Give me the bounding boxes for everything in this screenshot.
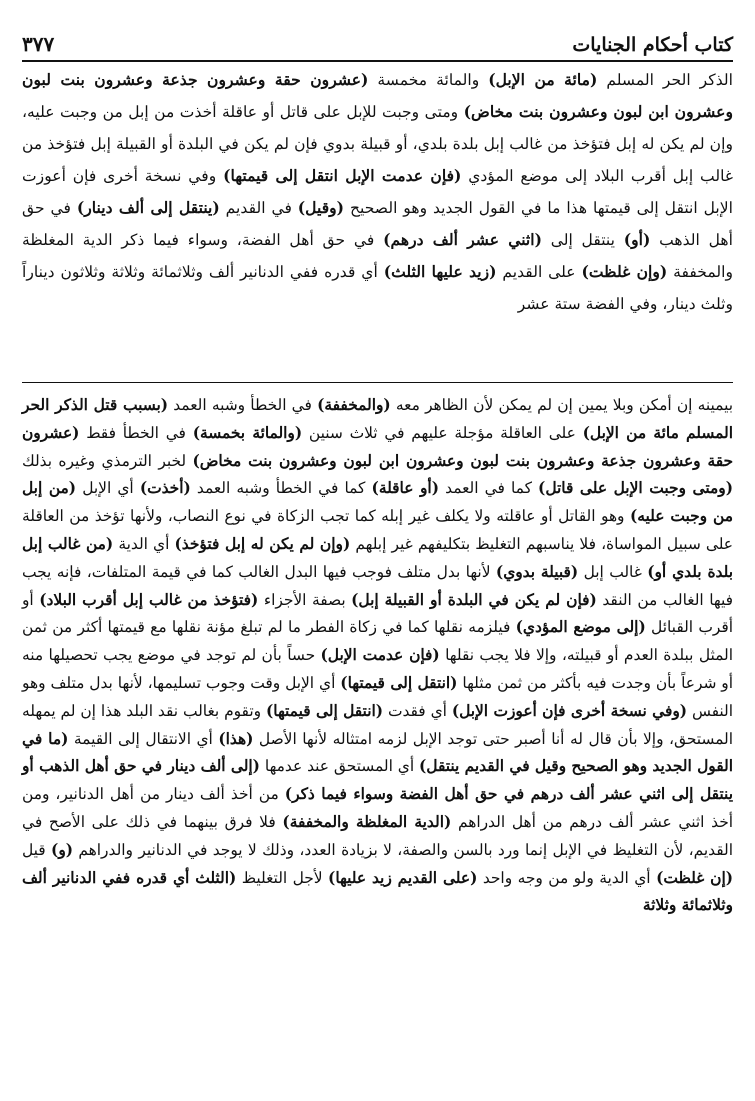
text-run: ينتقل إلى bbox=[541, 231, 624, 249]
text-run: كما في الخطأ وشبه العمد bbox=[190, 479, 372, 498]
bold-matn-phrase: (إلى ألف دينار في حق أهل الذهب أو ينتقل إلى اثني عشر ألف درهم في حق أهل الفضة وسواء فيما ذكر) bbox=[22, 757, 733, 804]
bold-matn-phrase: (إلى موضع المؤدي) bbox=[515, 618, 646, 637]
bold-matn-phrase: (ومتى وجبت الإبل على قاتل) bbox=[538, 479, 733, 498]
text-run: الذكر الحر المسلم bbox=[597, 71, 733, 89]
text-run: بيمينه إن أمكن وبلا يمين إن لم يمكن لأن الظاهر معه bbox=[390, 396, 734, 414]
bold-matn-phrase: (فتؤخذ من غالب إبل أقرب البلاد) bbox=[39, 590, 259, 609]
text-run: في القديم bbox=[219, 199, 298, 217]
footnote-divider bbox=[22, 382, 733, 383]
page-number: ٣٧٧ bbox=[22, 32, 55, 56]
bold-matn-phrase: (فإن عدمت الإبل انتقل إلى قيمتها) bbox=[223, 166, 462, 185]
bold-matn-phrase: (الثلث أي قدره ففي الدنانير ألف وثلاثمائة وثلاثة bbox=[22, 868, 733, 915]
text-run: في حق أهل الفضة، وسواء فيما ذكر الدية المغلظة والمخففة bbox=[22, 231, 733, 281]
text-run: لأنها بدل متلف فوجب فيها البدل الغالب كما في قيمة المتلفات، فإنه يجب فيها الغالب من النقد bbox=[22, 562, 734, 609]
text-run: فيلزمه نقلها كما في زكاة الفطر ما لم تبلغ مؤنة نقلها مع قيمتها أكثر من ثمن المثل ببلدة العدم أو قبيلته، وإلا فلا يجب نقلها bbox=[22, 618, 733, 665]
bold-matn-phrase: (وإن لم يكن له إبل فتؤخذ) bbox=[174, 534, 351, 553]
bold-matn-phrase: (فإن لم يكن في البلدة أو القبيلة إبل) bbox=[351, 590, 597, 609]
bold-matn-phrase: (والمخففة) bbox=[317, 396, 391, 414]
bold-matn-phrase: (ما في القول الجديد وهو الصحيح وقيل في القديم ينتقل) bbox=[22, 729, 734, 776]
text-run: لأجل التغليظ bbox=[236, 868, 329, 887]
text-run: أي الانتقال إلى القيمة bbox=[68, 729, 219, 748]
text-run: وفي نسخة أخرى فإن أعوزت الإبل انتقل إلى قيمتها هذا ما في القول الجديد وهو الصحيح bbox=[22, 167, 734, 217]
bold-matn-phrase: (مائة من الإبل) bbox=[488, 70, 598, 89]
bold-matn-phrase: (إن غلظت) bbox=[656, 868, 734, 887]
text-run: أي الإبل وقت وجوب تسليمها، لأنها بدل متلف وهو النفس bbox=[22, 673, 733, 720]
text-run: بصفة الأجزاء bbox=[258, 590, 352, 609]
bold-matn-phrase: (أخذت) bbox=[139, 479, 191, 498]
text-run: أي قدره ففي الدنانير ألف وثلاثمائة وثلاثة وثلاثون ديناراً وثلث دينار، وفي الفضة ستة عشر bbox=[22, 263, 733, 313]
bold-matn-phrase: (وفي نسخة أخرى فإن أعوزت الإبل) bbox=[451, 701, 688, 720]
text-run: في حق أهل الذهب bbox=[22, 199, 733, 249]
bold-matn-phrase: (وقيل) bbox=[297, 198, 345, 217]
text-run: كما في العمد bbox=[439, 479, 539, 498]
bold-matn-phrase: (وإن غلظت) bbox=[581, 262, 668, 281]
bold-matn-phrase: (زيد عليها الثلث) bbox=[383, 262, 497, 281]
text-run: وهو القاتل أو عاقلته ولا يكلف غير إبله كما تجب الزكاة في نوع النصاب، ولأنها تؤخذ من العاقلة على سبيل المواساة، فلا يناسبهم التغليظ بتكليفهم غير إبلهم bbox=[22, 507, 733, 553]
text-run: والمائة مخمسة bbox=[368, 71, 489, 89]
bold-matn-phrase: (والمائة بخمسة) bbox=[192, 423, 303, 442]
text-run: أي الدية ولو من وجه واحد bbox=[477, 868, 657, 887]
text-run: من أخذ ألف دينار من أهل الدنانير، ومن أخذ اثني عشر ألف درهم من أهل الدراهم bbox=[22, 785, 734, 831]
text-run: حساً بأن لم توجد في موضع يجب تحصيلها منه أو شرعاً بأن وجدت فيه بأكثر من ثمن مثلها bbox=[22, 646, 734, 692]
main-text bbox=[22, 64, 733, 320]
bold-matn-phrase: (و) bbox=[51, 840, 74, 859]
text-run: ومتى وجبت للإبل على قاتل أو عاقلة أخذت من إبل من وجبت عليه، وإن لم يكن له إبل فتؤخذ من غالب إبل بلدة بلدي، أو قبيلة بدوي فإن لم يكن في البلدة أو القبيلة إبل فتؤخذ من غالب إبل أقرب البلاد إلى موضع المؤدي bbox=[22, 103, 733, 185]
bold-matn-phrase: (انتقل إلى قيمتها) bbox=[265, 701, 384, 720]
text-run: في الخطأ فقط bbox=[79, 423, 193, 442]
bold-matn-phrase: (انتقل إلى قيمتها) bbox=[340, 673, 458, 692]
bold-matn-phrase: (فإن عدمت الإبل) bbox=[320, 646, 440, 665]
text-run: في الخطأ وشبه العمد bbox=[168, 396, 318, 414]
bold-matn-phrase: (على القديم زيد عليها) bbox=[328, 868, 478, 887]
text-run: على القديم bbox=[496, 263, 582, 281]
text-run: أي الإبل bbox=[76, 479, 140, 498]
text-run: غالب إبل bbox=[578, 562, 648, 581]
text-run: أي فقدت bbox=[383, 701, 452, 720]
text-run: أي المستحق عند عدمها bbox=[259, 757, 419, 776]
bold-matn-phrase: (أو) bbox=[623, 230, 651, 249]
text-run: فلا فرق بينهما في ذلك على الأصح في القديم، لأن التغليظ في الإبل إنما ورد بالسن والصفة، لا بزيادة العدد، وذلك لا يوجد في الدنانير والدراهم bbox=[22, 812, 733, 859]
bold-matn-phrase: (اثني عشر ألف درهم) bbox=[383, 230, 542, 249]
page-header bbox=[22, 22, 733, 56]
running-title: كتاب أحكام الجنايات bbox=[572, 34, 733, 56]
bold-matn-phrase: (هذا) bbox=[218, 729, 254, 748]
bold-matn-phrase: (أو عاقلة) bbox=[371, 479, 439, 498]
text-run: لخبر الترمذي وغيره بذلك bbox=[22, 451, 193, 470]
header-rule bbox=[22, 60, 733, 62]
bold-matn-phrase: (عشرون حقة وعشرون جذعة وعشرون بنت لبون وعشرون ابن لبون وعشرون بنت مخاض) bbox=[22, 423, 733, 470]
bold-matn-phrase: (الدية المغلظة والمخففة) bbox=[282, 812, 452, 831]
text-run: قيل bbox=[22, 840, 52, 859]
text-run: أو أقرب القبائل bbox=[22, 590, 733, 637]
text-run: أي الدية bbox=[113, 534, 175, 553]
commentary-text bbox=[22, 392, 733, 920]
text-run: على العاقلة مؤجلة عليهم في ثلاث سنين bbox=[302, 423, 583, 442]
bold-matn-phrase: (من إبل من وجبت عليه) bbox=[22, 479, 734, 526]
text-run: وتقوم بغالب نقد البلد هذا إن لم يمهله المستحق، وإلا بأن قال له أنا أصبر حتى توجد الإبل لزمه امتثاله لأنها الأصل bbox=[22, 701, 734, 748]
bold-matn-phrase: (بسبب قتل الذكر الحر المسلم مائة من الإبل) bbox=[22, 396, 733, 442]
bold-matn-phrase: (عشرون حقة وعشرون جذعة وعشرون بنت لبون وعشرون ابن لبون وعشرون بنت مخاض) bbox=[22, 70, 733, 121]
bold-matn-phrase: (من غالب إبل بلدة بلدي أو) bbox=[22, 534, 733, 581]
bold-matn-phrase: (قبيلة بدوي) bbox=[495, 562, 579, 581]
bold-matn-phrase: (ينتقل إلى ألف دينار) bbox=[76, 198, 220, 217]
